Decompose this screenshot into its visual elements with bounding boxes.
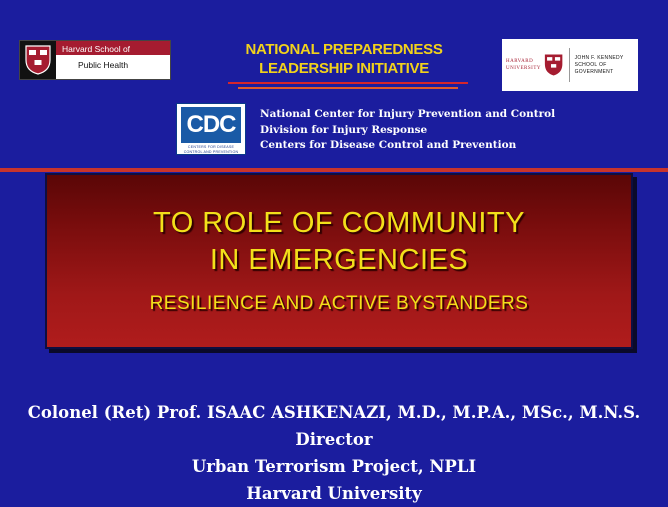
npli-title-line2: LEADERSHIP INITIATIVE [259,60,429,77]
cdc-logo-mark: CDC [181,107,241,143]
slide-title [47,205,631,279]
hks-logo-school-line1: JOHN F. KENNEDY [574,54,624,61]
hks-logo-university: HARVARD UNIVERSITY [506,59,541,71]
cdc-logo-sub-line2: CONTROL AND PREVENTION [183,149,239,154]
npli-title [200,40,488,78]
title-panel [45,173,633,349]
presenter-info [0,399,668,507]
cdc-logo [176,103,246,155]
slide-title-line2: IN EMERGENCIES [209,244,469,276]
hsph-logo-line1: Harvard School of [56,41,170,55]
harvard-crest-icon [544,52,563,78]
npli-divider-secondary [238,87,458,89]
cdc-affiliation [260,107,555,154]
npli-divider [228,82,468,84]
npli-title-line1: NATIONAL PREPAREDNESS [245,41,443,58]
presenter-project: Urban Terrorism Project, NPLI [191,457,477,476]
cdc-affiliation-line1: National Center for Injury Prevention and Control [260,108,556,120]
slide-subtitle: RESILIENCE AND ACTIVE BYSTANDERS [149,293,529,314]
presenter-institution: Harvard University [246,484,422,503]
cdc-logo-sub-line1: CENTERS FOR DISEASE [187,145,235,149]
hsph-logo-line2: Public Health [78,60,129,70]
harvard-shield-icon [20,41,56,79]
hks-logo [502,39,638,91]
presenter-name: Colonel (Ret) Prof. ISAAC ASHKENAZI, M.D., M.P.A., MSc., M.N.S. [27,403,641,422]
presenter-role: Director [295,430,373,449]
hsph-logo [19,40,171,80]
slide-title-line1: TO ROLE OF COMMUNITY [153,207,525,239]
hks-logo-divider [569,48,570,82]
header-divider [0,168,668,172]
cdc-affiliation-line2: Division for Injury Response [260,123,428,136]
cdc-affiliation-line3: Centers for Disease Control and Prevention [260,139,517,151]
hks-logo-school-line2: SCHOOL OF GOVERNMENT [574,61,614,75]
